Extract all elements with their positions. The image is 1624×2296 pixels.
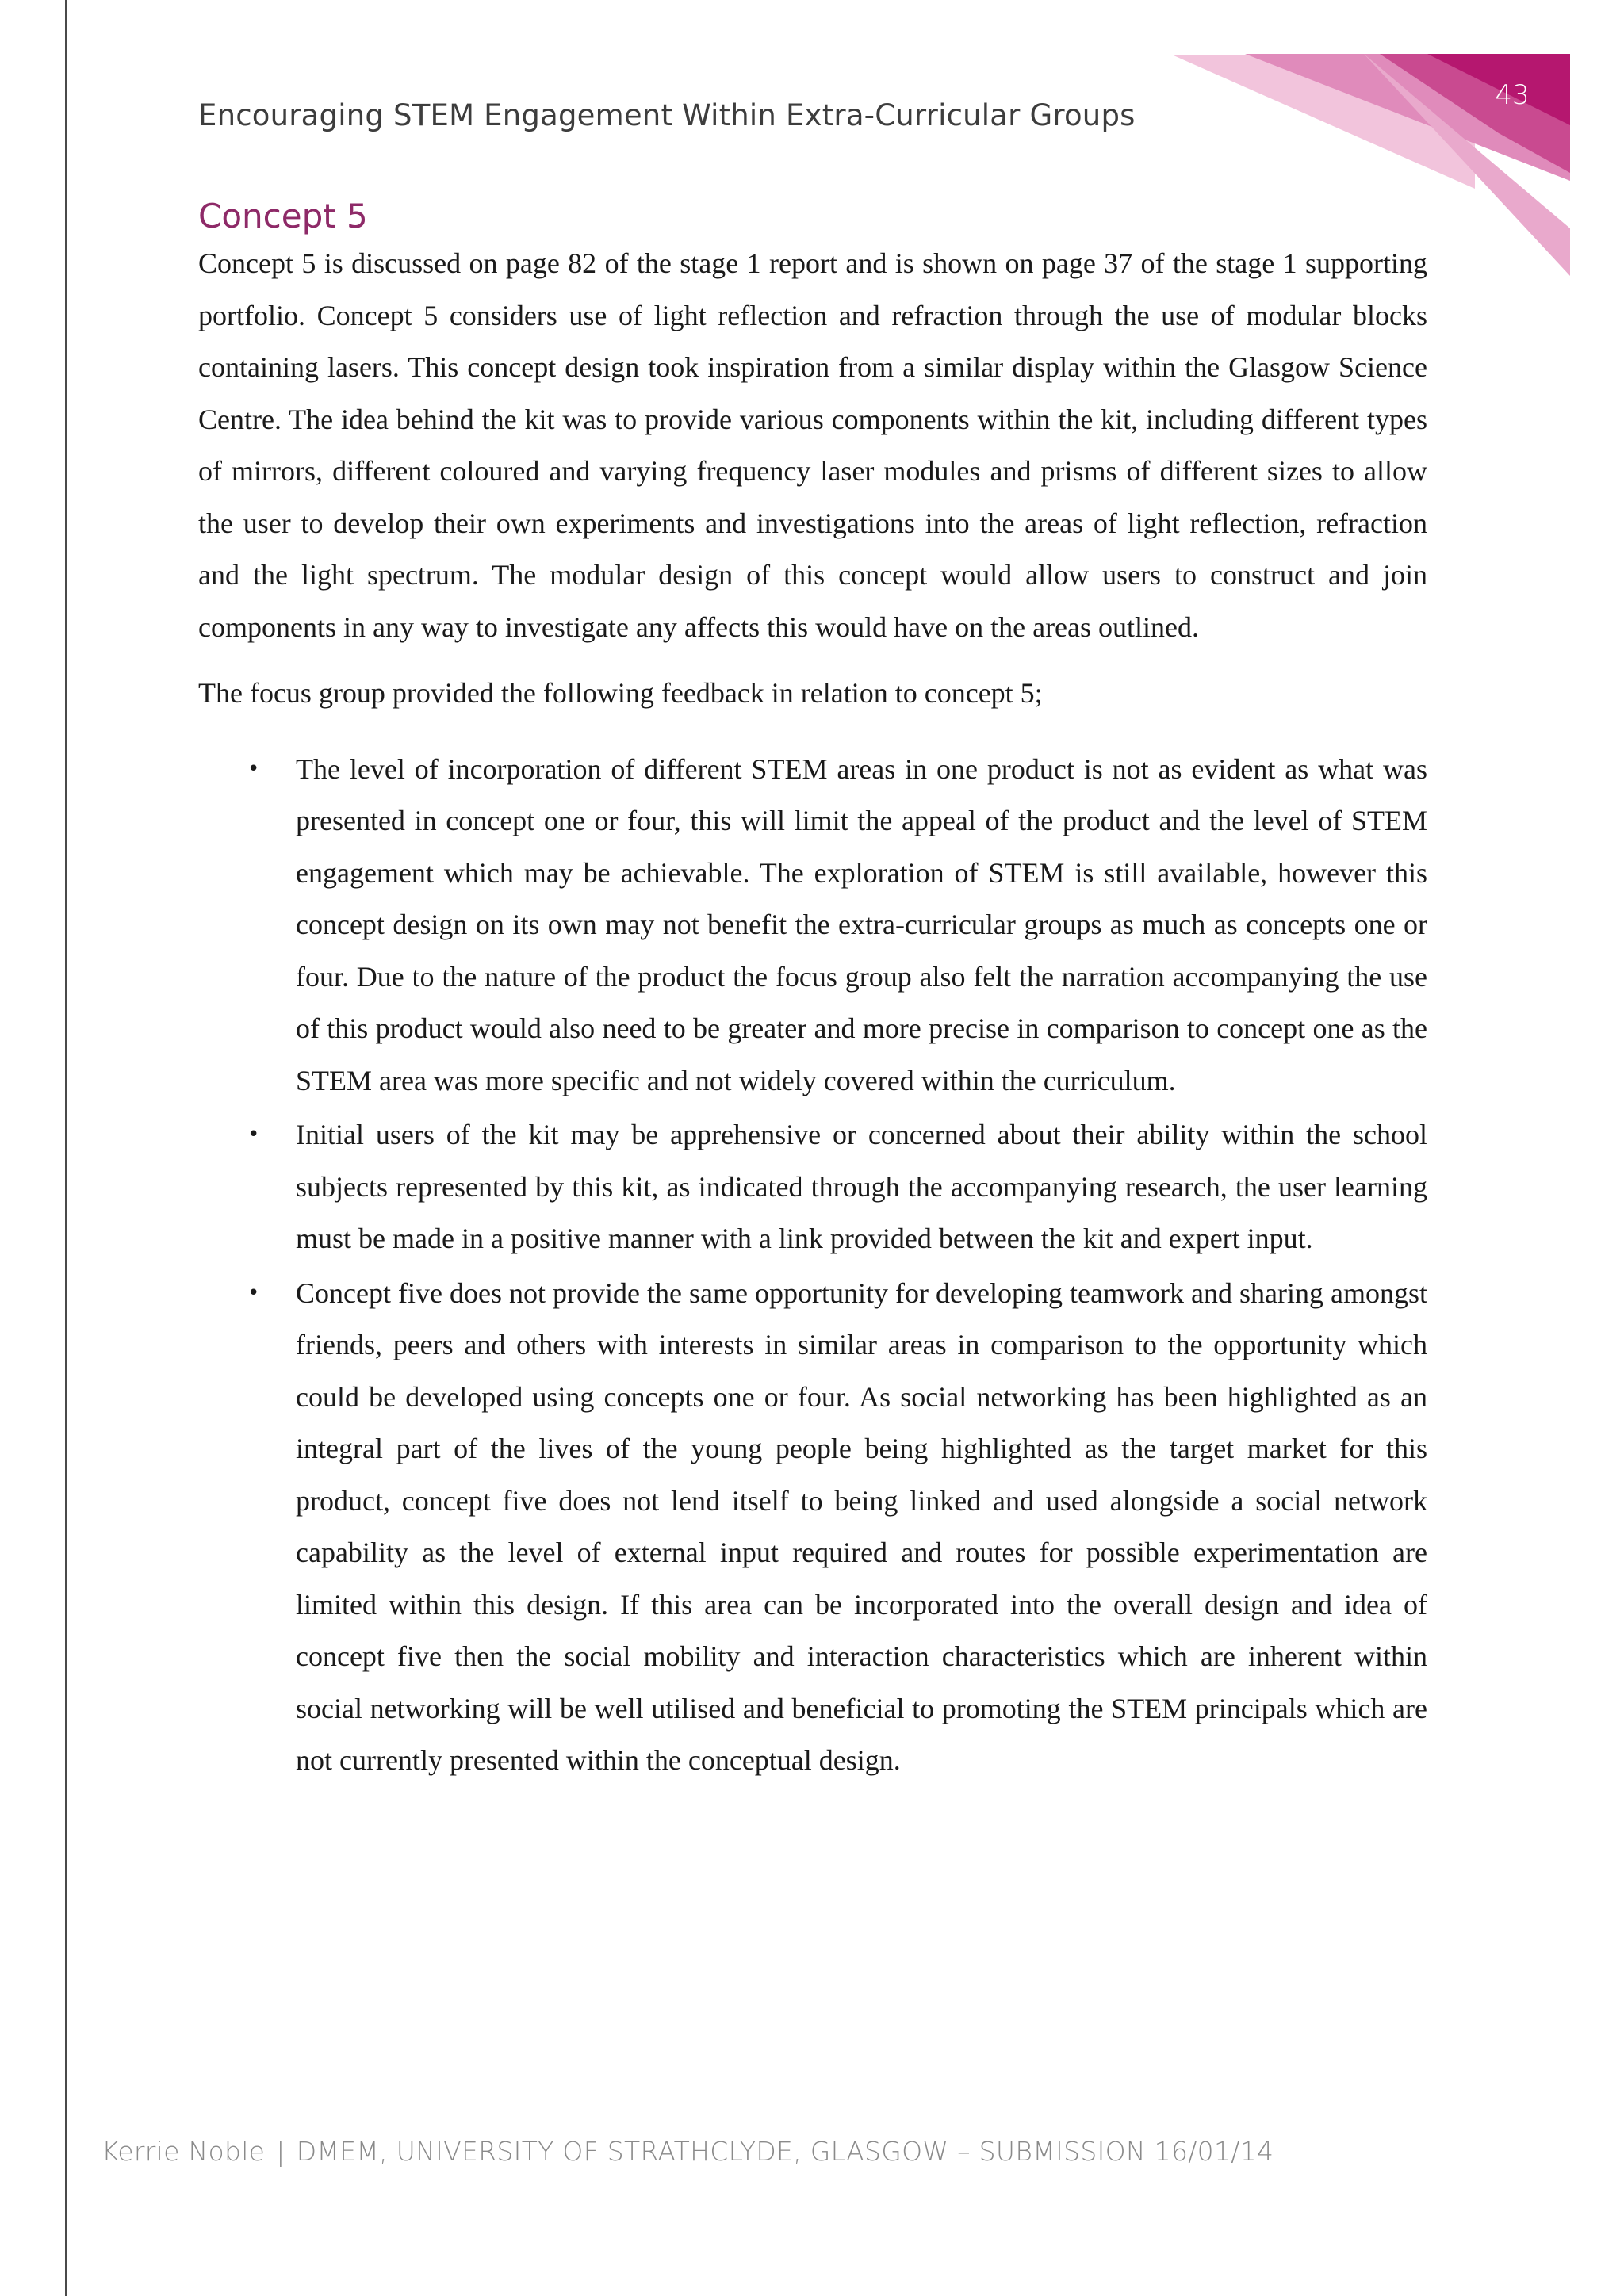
list-item [198,1109,1427,1265]
feedback-intro: The focus group provided the following feedback in relation to concept 5; [198,677,1043,709]
body-text [198,238,1427,1789]
footer-author: Kerrie Noble [102,2136,266,2167]
page-footer [102,2136,1274,2167]
list-item [198,1268,1427,1787]
bullet-icon: • [247,1123,260,1146]
footer-affiliation: DMEM, UNIVERSITY OF STRATHCLYDE, GLASGOW – SUBMISSION 16/01/14 [296,2136,1274,2167]
bullet-icon: • [247,756,260,781]
list-item [198,744,1427,1108]
list-item-text: Concept five does not provide the same opportunity for developing teamwork and sharing amongst friends, peers and others with interests in similar areas in comparison to the opportunity which could be developed using concepts one or four. As social networking has been highlighted as an integral part of the lives of the young people being highlighted as the target market for this product, concept five does not lend itself to being linked and used alongside a social network capability as the level of external input required and routes for possible experimentation are limited within this design. If this area can be incorporated into the overall design and idea of concept five then the social mobility and interaction characteristics which are inherent within social networking will be well utilised and beneficial to promoting the STEM principals which are not currently presented within the conceptual design. [296,1276,1427,1776]
page-number: 43 [1495,79,1530,111]
footer-separator: | [276,2136,285,2167]
left-margin-rule [65,0,67,2296]
feedback-list [198,744,1427,1787]
list-item-text: Initial users of the kit may be apprehensive or concerned about their ability within the school subjects represented by this kit, as indicated through the accompanying research, the user learning must be made in a positive manner with a link provided between the kit and expert input. [296,1119,1427,1254]
bullet-icon: • [247,1280,260,1305]
list-item-text: The level of incorporation of different STEM areas in one product is not as evident as what was presented in concept one or four, this will limit the appeal of the product and the level of STEM engagement which may be achievable. The exploration of STEM is still available, however this concept design on its own may not benefit the extra-curricular groups as much as concepts one or four. Due to the nature of the product the focus group also felt the narration accompanying the use of this product would also need to be greater and more precise in comparison to concept one as the STEM area was more specific and not widely covered within the curriculum. [296,752,1427,1096]
section-heading: Concept 5 [198,197,368,235]
running-header-title: Encouraging STEM Engagement Within Extra-Curricular Groups [198,98,1136,132]
concept-paragraph: Concept 5 is discussed on page 82 of the stage 1 report and is shown on page 37 of the stage 1 supporting portfolio. Concept 5 considers use of light reflection and refraction through the use of modular blocks containing lasers. This concept design took inspiration from a similar display within the Glasgow Science Centre. The idea behind the kit was to provide various components within the kit, including different types of mirrors, different coloured and varying frequency laser modules and prisms of different sizes to allow the user to develop their own experiments and investigations into the areas of light reflection, refraction and the light spectrum. The modular design of this concept would allow users to construct and join components in any way to investigate any affects this would have on the areas outlined. [198,247,1427,643]
